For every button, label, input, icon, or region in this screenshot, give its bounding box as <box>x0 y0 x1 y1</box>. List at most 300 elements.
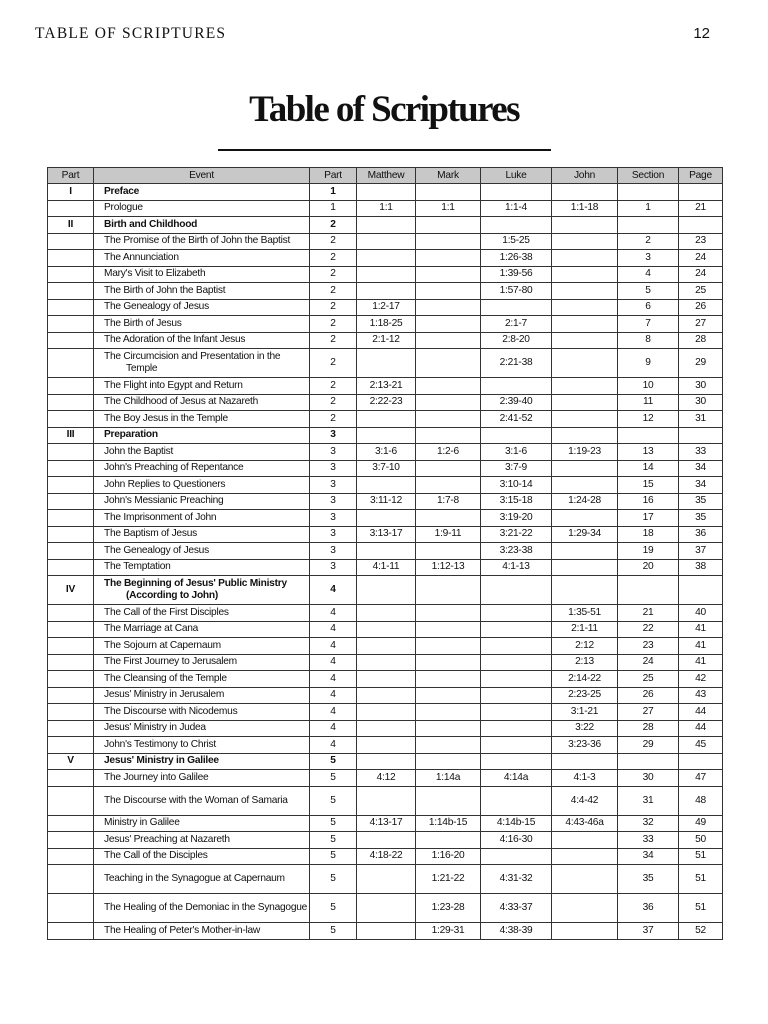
table-header-row <box>48 168 723 184</box>
part-cell <box>48 894 94 923</box>
matthew-cell <box>357 654 416 671</box>
mark-cell: 1:16-20 <box>416 848 481 865</box>
part-cell <box>48 832 94 849</box>
part-cell: IV <box>48 576 94 605</box>
page-cell: 33 <box>679 444 723 461</box>
section-cell: 28 <box>618 720 679 737</box>
page-cell: 42 <box>679 671 723 688</box>
section-cell: 4 <box>618 266 679 283</box>
section-cell <box>618 217 679 234</box>
mark-cell: 1:7-8 <box>416 493 481 510</box>
john-cell <box>552 266 618 283</box>
page-cell: 24 <box>679 266 723 283</box>
event-cell: Teaching in the Synagogue at Capernaum <box>94 865 310 894</box>
page-cell: 34 <box>679 460 723 477</box>
part-number-cell: 2 <box>310 411 357 428</box>
section-row <box>48 576 723 605</box>
event-cell: The Genealogy of Jesus <box>94 543 310 560</box>
part-number-cell: 4 <box>310 638 357 655</box>
matthew-cell <box>357 832 416 849</box>
luke-cell <box>481 654 552 671</box>
event-cell: John's Preaching of Repentance <box>94 460 310 477</box>
mark-cell <box>416 233 481 250</box>
john-cell: 2:13 <box>552 654 618 671</box>
part-cell <box>48 526 94 543</box>
event-cell: Jesus' Ministry in Jerusalem <box>94 687 310 704</box>
part-number-cell: 1 <box>310 184 357 201</box>
luke-cell <box>481 737 552 754</box>
col-matthew-header: Matthew <box>357 168 416 184</box>
john-cell <box>552 477 618 494</box>
part-cell <box>48 250 94 267</box>
john-cell <box>552 894 618 923</box>
page-cell: 21 <box>679 200 723 217</box>
table-row <box>48 865 723 894</box>
page-cell: 30 <box>679 394 723 411</box>
event-cell: The Temptation <box>94 559 310 576</box>
john-cell: 3:23-36 <box>552 737 618 754</box>
mark-cell <box>416 576 481 605</box>
section-cell: 5 <box>618 283 679 300</box>
table-row <box>48 654 723 671</box>
section-cell: 12 <box>618 411 679 428</box>
john-cell <box>552 865 618 894</box>
mark-cell: 1:21-22 <box>416 865 481 894</box>
part-cell: III <box>48 427 94 444</box>
page-cell: 36 <box>679 526 723 543</box>
mark-cell <box>416 654 481 671</box>
table-row <box>48 394 723 411</box>
mark-cell <box>416 832 481 849</box>
table-row <box>48 704 723 721</box>
page-cell: 25 <box>679 283 723 300</box>
table-row <box>48 283 723 300</box>
matthew-cell <box>357 737 416 754</box>
part-cell <box>48 605 94 622</box>
mark-cell: 1:29-31 <box>416 923 481 940</box>
matthew-cell <box>357 894 416 923</box>
event-cell: The Marriage at Cana <box>94 621 310 638</box>
luke-cell: 3:1-6 <box>481 444 552 461</box>
part-number-cell: 3 <box>310 444 357 461</box>
part-number-cell: 2 <box>310 283 357 300</box>
section-cell: 17 <box>618 510 679 527</box>
col-part-header: Part <box>48 168 94 184</box>
part-cell <box>48 460 94 477</box>
john-cell <box>552 316 618 333</box>
john-cell <box>552 543 618 560</box>
luke-cell: 2:21-38 <box>481 349 552 378</box>
mark-cell <box>416 427 481 444</box>
john-cell <box>552 427 618 444</box>
section-cell <box>618 427 679 444</box>
part-cell: I <box>48 184 94 201</box>
page-cell: 41 <box>679 654 723 671</box>
mark-cell: 1:9-11 <box>416 526 481 543</box>
matthew-cell <box>357 477 416 494</box>
part-cell <box>48 299 94 316</box>
part-number-cell: 4 <box>310 654 357 671</box>
page-cell: 27 <box>679 316 723 333</box>
john-cell <box>552 411 618 428</box>
running-header: TABLE OF SCRIPTURES <box>35 25 227 42</box>
john-cell: 4:4-42 <box>552 786 618 815</box>
page-cell: 29 <box>679 349 723 378</box>
section-cell: 15 <box>618 477 679 494</box>
event-cell: The Baptism of Jesus <box>94 526 310 543</box>
part-number-cell: 2 <box>310 266 357 283</box>
page-cell: 44 <box>679 704 723 721</box>
section-cell: 25 <box>618 671 679 688</box>
event-cell: The Annunciation <box>94 250 310 267</box>
section-cell: 3 <box>618 250 679 267</box>
part-number-cell: 2 <box>310 394 357 411</box>
section-cell: 14 <box>618 460 679 477</box>
part-cell <box>48 477 94 494</box>
luke-cell: 4:1-13 <box>481 559 552 576</box>
col-section-header: Section <box>618 168 679 184</box>
john-cell <box>552 378 618 395</box>
part-cell <box>48 737 94 754</box>
matthew-cell: 3:13-17 <box>357 526 416 543</box>
page-cell: 35 <box>679 510 723 527</box>
part-cell <box>48 720 94 737</box>
part-number-cell: 3 <box>310 493 357 510</box>
luke-cell: 3:23-38 <box>481 543 552 560</box>
event-cell: Jesus' Ministry in Galilee <box>94 753 310 770</box>
john-cell: 1:19-23 <box>552 444 618 461</box>
john-cell <box>552 848 618 865</box>
mark-cell <box>416 720 481 737</box>
part-number-cell: 2 <box>310 299 357 316</box>
john-cell <box>552 394 618 411</box>
event-cell: John Replies to Questioners <box>94 477 310 494</box>
matthew-cell <box>357 638 416 655</box>
page-cell <box>679 753 723 770</box>
luke-cell <box>481 217 552 234</box>
table-row <box>48 543 723 560</box>
luke-cell <box>481 753 552 770</box>
mark-cell <box>416 283 481 300</box>
john-cell: 1:24-28 <box>552 493 618 510</box>
event-cell: The Call of the Disciples <box>94 848 310 865</box>
part-number-cell: 3 <box>310 427 357 444</box>
john-cell: 2:12 <box>552 638 618 655</box>
part-cell <box>48 394 94 411</box>
matthew-cell <box>357 720 416 737</box>
event-line: The Beginning of Jesus' Public Ministry <box>104 578 287 589</box>
table-row <box>48 411 723 428</box>
page-cell: 41 <box>679 621 723 638</box>
john-cell: 4:43-46a <box>552 815 618 832</box>
section-cell <box>618 753 679 770</box>
part-number-cell: 4 <box>310 720 357 737</box>
section-cell: 2 <box>618 233 679 250</box>
table-row <box>48 737 723 754</box>
part-number-cell: 3 <box>310 559 357 576</box>
john-cell <box>552 349 618 378</box>
section-cell: 6 <box>618 299 679 316</box>
section-cell: 35 <box>618 865 679 894</box>
table-row <box>48 687 723 704</box>
table-row <box>48 250 723 267</box>
mark-cell <box>416 332 481 349</box>
event-cell: The Sojourn at Capernaum <box>94 638 310 655</box>
page-cell: 34 <box>679 477 723 494</box>
part-cell <box>48 865 94 894</box>
luke-cell <box>481 848 552 865</box>
john-cell: 3:1-21 <box>552 704 618 721</box>
mark-cell: 1:14b-15 <box>416 815 481 832</box>
section-row <box>48 184 723 201</box>
mark-cell <box>416 266 481 283</box>
part-cell <box>48 543 94 560</box>
page-cell <box>679 427 723 444</box>
page-cell: 51 <box>679 865 723 894</box>
part-number-cell: 3 <box>310 510 357 527</box>
luke-cell <box>481 605 552 622</box>
event-cell: The Healing of the Demoniac in the Synagogue <box>94 894 310 923</box>
matthew-cell <box>357 753 416 770</box>
page-cell <box>679 184 723 201</box>
table-row <box>48 493 723 510</box>
table-row <box>48 894 723 923</box>
part-number-cell: 3 <box>310 477 357 494</box>
page-cell: 43 <box>679 687 723 704</box>
section-cell: 37 <box>618 923 679 940</box>
matthew-cell <box>357 233 416 250</box>
section-cell: 36 <box>618 894 679 923</box>
john-cell <box>552 332 618 349</box>
section-cell: 1 <box>618 200 679 217</box>
john-cell <box>552 923 618 940</box>
mark-cell: 1:2-6 <box>416 444 481 461</box>
matthew-cell <box>357 510 416 527</box>
col-mark-header: Mark <box>416 168 481 184</box>
luke-cell: 1:26-38 <box>481 250 552 267</box>
event-cell: Preparation <box>94 427 310 444</box>
scripture-table <box>47 167 723 940</box>
event-cell <box>94 576 310 605</box>
matthew-cell: 4:1-11 <box>357 559 416 576</box>
table-row <box>48 200 723 217</box>
matthew-cell <box>357 621 416 638</box>
mark-cell: 1:1 <box>416 200 481 217</box>
page-cell: 47 <box>679 770 723 787</box>
mark-cell <box>416 638 481 655</box>
part-cell <box>48 848 94 865</box>
luke-cell <box>481 638 552 655</box>
matthew-cell <box>357 923 416 940</box>
table-row <box>48 786 723 815</box>
part-number-cell: 5 <box>310 770 357 787</box>
part-cell <box>48 332 94 349</box>
table-row <box>48 559 723 576</box>
page-cell: 37 <box>679 543 723 560</box>
mark-cell <box>416 477 481 494</box>
col-event-header: Event <box>94 168 310 184</box>
section-cell: 23 <box>618 638 679 655</box>
matthew-cell <box>357 704 416 721</box>
john-cell: 2:1-11 <box>552 621 618 638</box>
event-cell: Mary's Visit to Elizabeth <box>94 266 310 283</box>
page-cell: 31 <box>679 411 723 428</box>
page-cell: 40 <box>679 605 723 622</box>
page-cell: 52 <box>679 923 723 940</box>
part-cell <box>48 411 94 428</box>
section-cell: 21 <box>618 605 679 622</box>
matthew-cell: 1:18-25 <box>357 316 416 333</box>
mark-cell <box>416 411 481 428</box>
mark-cell <box>416 460 481 477</box>
event-cell: John's Testimony to Christ <box>94 737 310 754</box>
matthew-cell <box>357 349 416 378</box>
page-cell: 49 <box>679 815 723 832</box>
table-row <box>48 848 723 865</box>
section-row <box>48 753 723 770</box>
event-cell: Jesus' Ministry in Judea <box>94 720 310 737</box>
section-cell: 8 <box>618 332 679 349</box>
section-cell: 22 <box>618 621 679 638</box>
section-cell: 31 <box>618 786 679 815</box>
event-cell: The Birth of Jesus <box>94 316 310 333</box>
section-cell: 11 <box>618 394 679 411</box>
matthew-cell <box>357 671 416 688</box>
part-number-cell: 4 <box>310 605 357 622</box>
table-body <box>48 184 723 940</box>
part-number-cell: 2 <box>310 217 357 234</box>
event-cell: The Genealogy of Jesus <box>94 299 310 316</box>
part-cell <box>48 266 94 283</box>
mark-cell <box>416 753 481 770</box>
col-page-header: Page <box>679 168 723 184</box>
matthew-cell <box>357 786 416 815</box>
event-cell: The Childhood of Jesus at Nazareth <box>94 394 310 411</box>
john-cell <box>552 233 618 250</box>
part-number-cell: 2 <box>310 250 357 267</box>
john-cell <box>552 753 618 770</box>
matthew-cell <box>357 605 416 622</box>
part-cell <box>48 786 94 815</box>
page-cell: 35 <box>679 493 723 510</box>
section-cell: 33 <box>618 832 679 849</box>
part-number-cell: 3 <box>310 460 357 477</box>
page-cell: 41 <box>679 638 723 655</box>
matthew-cell: 4:12 <box>357 770 416 787</box>
event-cell: John's Messianic Preaching <box>94 493 310 510</box>
part-cell <box>48 283 94 300</box>
section-cell: 16 <box>618 493 679 510</box>
john-cell <box>552 559 618 576</box>
section-cell: 13 <box>618 444 679 461</box>
section-cell: 24 <box>618 654 679 671</box>
part-cell <box>48 671 94 688</box>
part-cell <box>48 316 94 333</box>
luke-cell <box>481 720 552 737</box>
john-cell <box>552 510 618 527</box>
part-number-cell: 4 <box>310 737 357 754</box>
event-cell: The Discourse with Nicodemus <box>94 704 310 721</box>
table-row <box>48 923 723 940</box>
event-cell: The Healing of Peter's Mother-in-law <box>94 923 310 940</box>
table-row <box>48 378 723 395</box>
luke-cell <box>481 299 552 316</box>
section-cell: 20 <box>618 559 679 576</box>
page-cell: 24 <box>679 250 723 267</box>
luke-cell: 3:19-20 <box>481 510 552 527</box>
part-number-cell: 5 <box>310 923 357 940</box>
john-cell: 2:23-25 <box>552 687 618 704</box>
mark-cell <box>416 250 481 267</box>
table-row <box>48 815 723 832</box>
table-row <box>48 720 723 737</box>
event-cell: Birth and Childhood <box>94 217 310 234</box>
part-cell <box>48 349 94 378</box>
matthew-cell <box>357 411 416 428</box>
page-number: 12 <box>693 25 710 42</box>
matthew-cell <box>357 184 416 201</box>
table-row <box>48 621 723 638</box>
section-cell <box>618 576 679 605</box>
part-number-cell: 5 <box>310 894 357 923</box>
john-cell <box>552 576 618 605</box>
title-divider <box>218 149 551 151</box>
matthew-cell <box>357 217 416 234</box>
matthew-cell <box>357 543 416 560</box>
table-row <box>48 770 723 787</box>
part-cell <box>48 378 94 395</box>
page-cell: 28 <box>679 332 723 349</box>
matthew-cell <box>357 250 416 267</box>
page-cell <box>679 217 723 234</box>
col-john-header: John <box>552 168 618 184</box>
table-row <box>48 460 723 477</box>
event-line: The Circumcision and Presentation in the <box>104 351 281 362</box>
part-cell <box>48 493 94 510</box>
mark-cell <box>416 299 481 316</box>
table-row <box>48 671 723 688</box>
table-row <box>48 832 723 849</box>
section-cell: 7 <box>618 316 679 333</box>
table-row <box>48 477 723 494</box>
page-cell: 23 <box>679 233 723 250</box>
john-cell: 3:22 <box>552 720 618 737</box>
event-cell: The Journey into Galilee <box>94 770 310 787</box>
part-number-cell: 3 <box>310 526 357 543</box>
matthew-cell: 1:2-17 <box>357 299 416 316</box>
luke-cell: 1:57-80 <box>481 283 552 300</box>
event-cell: The Adoration of the Infant Jesus <box>94 332 310 349</box>
part-cell <box>48 687 94 704</box>
luke-cell <box>481 576 552 605</box>
table-row <box>48 233 723 250</box>
luke-cell: 2:41-52 <box>481 411 552 428</box>
table-row <box>48 266 723 283</box>
event-cell <box>94 349 310 378</box>
page-cell: 30 <box>679 378 723 395</box>
section-cell: 29 <box>618 737 679 754</box>
part-number-cell: 2 <box>310 349 357 378</box>
mark-cell <box>416 349 481 378</box>
mark-cell <box>416 184 481 201</box>
part-cell <box>48 200 94 217</box>
event-cell: The First Journey to Jerusalem <box>94 654 310 671</box>
page-cell: 26 <box>679 299 723 316</box>
page-cell <box>679 576 723 605</box>
luke-cell: 4:14a <box>481 770 552 787</box>
section-cell: 18 <box>618 526 679 543</box>
john-cell: 1:1-18 <box>552 200 618 217</box>
